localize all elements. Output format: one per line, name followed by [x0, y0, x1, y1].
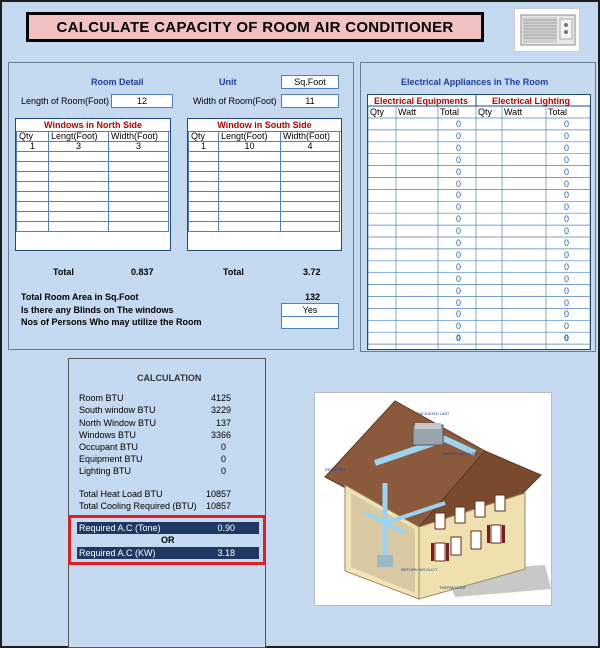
- width-label: Width of Room(Foot): [193, 96, 277, 106]
- north-empty-cell[interactable]: [49, 212, 109, 222]
- north-empty-cell[interactable]: [109, 202, 169, 212]
- electrical-table: [367, 94, 591, 350]
- south-empty-cell[interactable]: [219, 162, 281, 172]
- lighting-total-cell: 0: [564, 130, 570, 141]
- south-empty-cell[interactable]: [189, 162, 219, 172]
- lighting-total-cell: 0: [564, 119, 570, 129]
- south-empty-cell[interactable]: [281, 152, 340, 162]
- required-kw-label: Required A.C (KW): [79, 548, 156, 558]
- north-empty-cell[interactable]: [17, 152, 49, 162]
- required-tone-value: 0.90: [217, 523, 235, 533]
- length-field[interactable]: 12: [111, 94, 173, 108]
- equipment-total-cell: 0: [456, 309, 462, 320]
- heat-load-value: 10857: [205, 489, 231, 499]
- north-btu-value: 137: [215, 418, 231, 428]
- supply-air-duct-text: SUPPLY AIR DUCT: [443, 451, 479, 456]
- north-empty-cell[interactable]: [109, 192, 169, 202]
- north-windows-heading: Windows in North Side: [16, 119, 170, 132]
- lighting-total-cell: 0: [564, 190, 570, 201]
- equipment-total-cell: 0: [456, 154, 462, 165]
- lighting-btu-value: 0: [220, 466, 226, 476]
- north-width-cell[interactable]: 3: [109, 142, 169, 152]
- packaged-unit-text: PACKAGED UNIT: [417, 411, 450, 416]
- north-empty-cell[interactable]: [49, 182, 109, 192]
- north-empty-cell[interactable]: [17, 202, 49, 212]
- south-empty-cell[interactable]: [281, 182, 340, 192]
- south-col-width: Width(Foot): [281, 132, 340, 142]
- south-empty-cell[interactable]: [281, 162, 340, 172]
- lighting-total-cell: 0: [564, 226, 570, 237]
- cooling-value: 10857: [205, 501, 231, 511]
- north-btu-label: North Window BTU: [79, 418, 157, 428]
- blinds-label: Is there any Blinds on The windows: [21, 305, 174, 315]
- equipment-total-cell: 0: [456, 238, 462, 248]
- light-col-watt: Watt: [504, 107, 523, 117]
- north-empty-cell[interactable]: [109, 162, 169, 172]
- south-empty-cell[interactable]: [281, 212, 340, 222]
- equipment-total-cell: 0: [456, 190, 462, 201]
- south-empty-cell[interactable]: [189, 152, 219, 162]
- north-empty-cell[interactable]: [17, 222, 49, 232]
- equip-col-qty: Qty: [370, 107, 385, 117]
- windows-btu-value: 3366: [210, 430, 231, 440]
- lighting-total-cell: 0: [564, 214, 570, 225]
- north-empty-cell[interactable]: [109, 172, 169, 182]
- room-detail-heading: Room Detail: [91, 77, 144, 87]
- lighting-total-cell: 0: [564, 333, 570, 344]
- north-windows-table: [15, 118, 171, 251]
- south-total-value: 3.72: [303, 267, 321, 277]
- electrical-panel: [360, 62, 596, 352]
- lighting-total-cell: 0: [564, 178, 570, 189]
- equipment-total-cell: 0: [456, 178, 462, 189]
- north-empty-cell[interactable]: [109, 182, 169, 192]
- equipment-total-cell: 0: [456, 333, 462, 344]
- persons-field[interactable]: [281, 316, 339, 329]
- south-empty-cell[interactable]: [219, 152, 281, 162]
- north-col-qty: Qty: [17, 132, 49, 142]
- equipments-heading: Electrical Equipments: [374, 96, 469, 106]
- north-empty-cell[interactable]: [109, 152, 169, 162]
- lighting-total-cell: 0: [564, 321, 570, 332]
- equipment-total-cell: 0: [456, 130, 462, 141]
- windows-btu-label: Windows BTU: [79, 430, 137, 440]
- house-illustration: [315, 393, 553, 607]
- south-empty-cell[interactable]: [219, 172, 281, 182]
- south-empty-cell[interactable]: [189, 182, 219, 192]
- equipment-total-cell: 0: [456, 142, 462, 153]
- north-total-value: 0.837: [131, 267, 154, 277]
- equipment-total-cell: 0: [456, 285, 462, 296]
- width-field[interactable]: 11: [281, 94, 339, 108]
- or-label: OR: [161, 535, 175, 545]
- south-empty-cell[interactable]: [219, 192, 281, 202]
- south-empty-cell[interactable]: [189, 172, 219, 182]
- south-empty-cell[interactable]: [281, 192, 340, 202]
- title-banner: [26, 12, 484, 42]
- persons-label: Nos of Persons Who may utilize the Room: [21, 317, 202, 327]
- south-btu-label: South window BTU: [79, 405, 156, 415]
- north-empty-cell[interactable]: [49, 152, 109, 162]
- lighting-heading: Electrical Lighting: [492, 96, 571, 106]
- equipment-total-cell: 0: [456, 249, 462, 260]
- room-btu-value: 4125: [210, 393, 231, 403]
- unit-field[interactable]: Sq.Foot: [281, 75, 339, 89]
- room-btu-label: Room BTU: [79, 393, 124, 403]
- equipment-total-cell: 0: [456, 297, 462, 308]
- equipment-total-cell: 0: [456, 166, 462, 177]
- south-col-qty: Qty: [189, 132, 219, 142]
- north-total-label: Total: [53, 267, 74, 277]
- north-empty-cell[interactable]: [109, 212, 169, 222]
- south-empty-cell[interactable]: [219, 182, 281, 192]
- equipment-total-cell: 0: [456, 226, 462, 237]
- calculation-panel: [68, 358, 266, 648]
- lighting-total-cell: 0: [564, 309, 570, 320]
- blinds-field[interactable]: Yes: [281, 303, 339, 317]
- south-empty-cell[interactable]: [281, 222, 340, 232]
- required-tone-label: Required A.C (Tone): [79, 523, 161, 533]
- north-empty-cell[interactable]: [49, 202, 109, 212]
- unit-heading: Unit: [219, 77, 237, 87]
- lighting-total-cell: 0: [564, 166, 570, 177]
- south-btu-value: 3229: [210, 405, 231, 415]
- south-empty-cell[interactable]: [189, 212, 219, 222]
- equipment-btu-label: Equipment BTU: [79, 454, 143, 464]
- equipment-total-cell: 0: [456, 119, 462, 129]
- register-text: REGISTER: [325, 467, 346, 472]
- lighting-total-cell: 0: [564, 297, 570, 308]
- north-empty-cell[interactable]: [49, 172, 109, 182]
- south-qty-cell[interactable]: 1: [189, 142, 219, 152]
- lighting-total-cell: 0: [564, 142, 570, 153]
- north-empty-cell[interactable]: [17, 162, 49, 172]
- north-empty-cell[interactable]: [49, 192, 109, 202]
- south-total-label: Total: [223, 267, 244, 277]
- house-hvac-illustration: [314, 392, 552, 606]
- electrical-grid: [368, 95, 590, 349]
- equipment-total-cell: 0: [456, 273, 462, 284]
- length-label: Length of Room(Foot): [21, 96, 110, 106]
- north-qty-cell[interactable]: 1: [17, 142, 49, 152]
- north-empty-cell[interactable]: [17, 182, 49, 192]
- result-highlight-box: [68, 515, 266, 565]
- north-empty-cell[interactable]: [17, 172, 49, 182]
- south-empty-cell[interactable]: [189, 202, 219, 212]
- lighting-total-cell: 0: [564, 273, 570, 284]
- north-empty-cell[interactable]: [49, 162, 109, 172]
- north-empty-cell[interactable]: [17, 192, 49, 202]
- south-width-cell[interactable]: 4: [281, 142, 340, 152]
- north-empty-cell[interactable]: [49, 222, 109, 232]
- occupant-btu-value: 0: [220, 442, 226, 452]
- light-col-total: Total: [548, 107, 568, 117]
- heat-load-label: Total Heat Load BTU: [79, 489, 163, 499]
- equip-col-total: Total: [440, 107, 460, 117]
- lighting-total-cell: 0: [564, 154, 570, 165]
- thermostat-text: THERMOSTAT: [439, 585, 466, 590]
- cooling-label: Total Cooling Required (BTU): [79, 501, 197, 511]
- room-detail-panel: [8, 62, 354, 350]
- calculation-heading: CALCULATION: [137, 373, 202, 383]
- south-empty-cell[interactable]: [219, 212, 281, 222]
- lighting-total-cell: 0: [564, 285, 570, 296]
- north-length-cell[interactable]: 3: [49, 142, 109, 152]
- south-windows-table: [187, 118, 342, 251]
- equipment-total-cell: 0: [456, 261, 462, 272]
- north-col-width: Width(Foot): [109, 132, 169, 142]
- south-empty-cell[interactable]: [281, 172, 340, 182]
- south-empty-cell[interactable]: [219, 202, 281, 212]
- area-value: 132: [305, 292, 321, 302]
- lighting-total-cell: 0: [564, 249, 570, 260]
- lighting-total-cell: 0: [564, 238, 570, 248]
- lighting-btu-label: Lighting BTU: [79, 466, 132, 476]
- light-col-qty: Qty: [478, 107, 493, 117]
- equipment-total-cell: 0: [456, 321, 462, 332]
- electrical-heading: Electrical Appliances in The Room: [401, 77, 549, 87]
- equipment-total-cell: 0: [456, 214, 462, 225]
- lighting-total-cell: 0: [564, 261, 570, 272]
- equipment-total-cell: 0: [456, 202, 462, 213]
- south-length-cell[interactable]: 10: [219, 142, 281, 152]
- north-empty-cell[interactable]: [17, 212, 49, 222]
- south-windows-heading: Window in South Side: [188, 119, 341, 132]
- equip-col-watt: Watt: [398, 107, 417, 117]
- area-label: Total Room Area in Sq.Foot: [21, 292, 139, 302]
- equipment-btu-value: 0: [220, 454, 226, 464]
- south-empty-cell[interactable]: [189, 192, 219, 202]
- north-col-length: Lengt(Foot): [49, 132, 109, 142]
- occupant-btu-label: Occupant BTU: [79, 442, 139, 452]
- air-conditioner-image: [514, 8, 580, 52]
- required-kw-value: 3.18: [217, 548, 235, 558]
- page-title: CALCULATE CAPACITY OF ROOM AIR CONDITIONER: [56, 18, 454, 36]
- return-air-duct-text: RETURN AIR DUCT: [401, 567, 438, 572]
- south-empty-cell[interactable]: [219, 222, 281, 232]
- south-col-length: Lengt(Foot): [219, 132, 281, 142]
- lighting-total-cell: 0: [564, 202, 570, 213]
- north-empty-cell[interactable]: [109, 222, 169, 232]
- south-empty-cell[interactable]: [189, 222, 219, 232]
- south-empty-cell[interactable]: [281, 202, 340, 212]
